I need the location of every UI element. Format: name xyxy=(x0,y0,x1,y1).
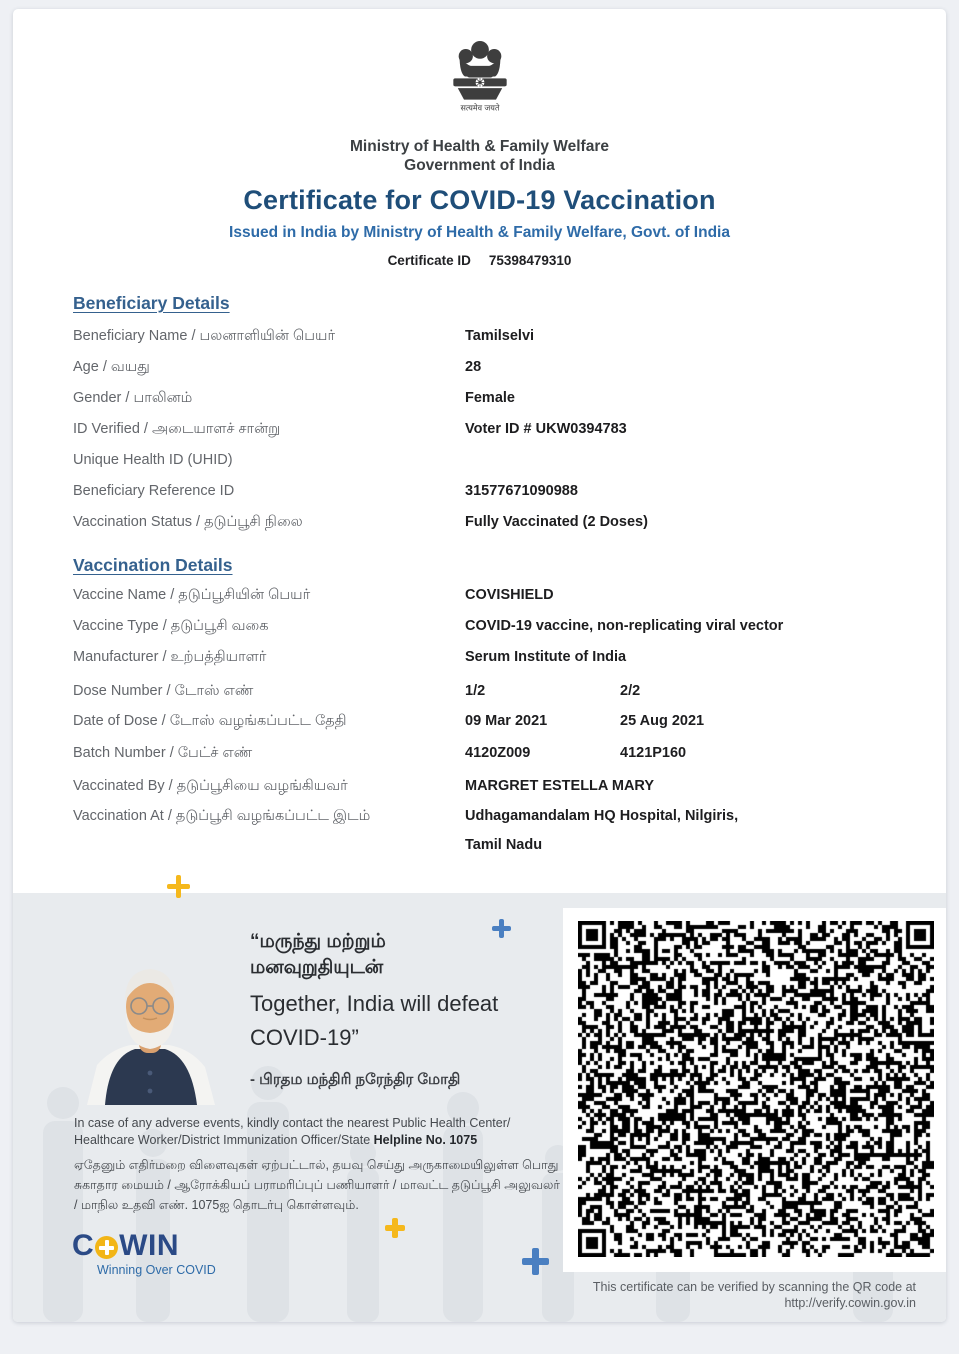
field-value: 28 xyxy=(465,359,482,375)
dose1-value: 09 Mar 2021 xyxy=(465,713,548,729)
field-label: Vaccine Name / தடுப்பூசியின் பெயர் xyxy=(73,587,311,603)
field-value: 31577671090988 xyxy=(465,483,578,499)
helpline-number: Helpline No. 1075 xyxy=(373,1133,478,1147)
dose2-value: 25 Aug 2021 xyxy=(620,713,705,729)
advisory-tamil: ஏதேனும் எதிர்மறை விளைவுகள் ஏற்பட்டால், தயவு செய்து அருகாமையிலுள்ள பொது சுகாதார மையம் / ஆரோக்கியப் பராமரிப்புப் பணியாளர் / மாவட்ட தடுப்பூசி அலுவலர் / மாநில உதவி எண். 1075ஐ தொடர்பு கொள்ளவும். xyxy=(74,1158,560,1212)
field-label: Manufacturer / உற்பத்தியாளர் xyxy=(73,649,267,665)
field-value: COVID-19 vaccine, non-replicating viral vector xyxy=(465,618,784,634)
field-row-vaccination-at-line2 xyxy=(73,837,913,859)
field-row-uhid xyxy=(73,452,913,474)
field-label: Unique Health ID (UHID) xyxy=(73,452,233,468)
cowin-prefix: C xyxy=(72,1229,95,1262)
field-value: Female xyxy=(465,390,515,406)
dose2-value: 2/2 xyxy=(620,683,641,699)
quote-tamil-line2: மனவுறுதியுடன் xyxy=(250,957,384,978)
field-value-line1: Udhagamandalam HQ Hospital, Nilgiris, xyxy=(465,808,739,824)
dose1-value: 1/2 xyxy=(465,683,486,699)
field-label: ID Verified / அடையாளச் சான்று xyxy=(73,421,281,437)
field-value: MARGRET ESTELLA MARY xyxy=(465,778,655,794)
field-row-id-verified xyxy=(73,421,913,443)
field-row-beneficiary-name xyxy=(73,328,913,350)
emblem-caption: सत्यमेव जयते xyxy=(460,103,499,113)
field-value: COVISHIELD xyxy=(465,587,554,603)
cowin-plus-icon xyxy=(95,1236,118,1259)
field-label: Age / வயது xyxy=(73,359,150,375)
plus-decoration-blue-bottom xyxy=(522,1248,549,1275)
verify-note xyxy=(593,1279,916,1311)
cowin-logo xyxy=(72,1229,179,1263)
field-row-batch-number xyxy=(73,745,913,767)
quote-attribution: - பிரதம மந்திரி நரேந்திர மோதி xyxy=(250,1071,461,1088)
quote-tamil-line1: “மருந்து மற்றும் xyxy=(250,931,386,952)
field-row-manufacturer xyxy=(73,649,913,671)
field-label: Batch Number / பேட்ச் எண் xyxy=(73,745,253,761)
dose1-value: 4120Z009 xyxy=(465,745,531,761)
ashoka-emblem-icon xyxy=(440,39,520,139)
certificate-subtitle: Issued in India by Ministry of Health & Family Welfare, Govt. of India xyxy=(229,224,730,241)
field-label: Gender / பாலினம் xyxy=(73,390,193,406)
field-value: Fully Vaccinated (2 Doses) xyxy=(465,514,648,530)
field-label: Beneficiary Reference ID xyxy=(73,483,235,499)
verify-line1: This certificate can be verified by scanning the QR code at xyxy=(592,1280,916,1294)
cowin-tagline: Winning Over COVID xyxy=(97,1263,216,1277)
advisory-english-line1: In case of any adverse events, kindly contact the nearest Public Health Center/ xyxy=(74,1116,511,1130)
certificate-title: Certificate for COVID-19 Vaccination xyxy=(243,185,716,215)
plus-decoration-yellow-bottom xyxy=(385,1218,405,1238)
field-label: Vaccination Status / தடுப்பூசி நிலை xyxy=(73,514,303,530)
ministry-name: Ministry of Health & Family Welfare xyxy=(350,138,609,155)
certificate-id-row xyxy=(13,253,946,268)
national-emblem xyxy=(13,39,946,144)
field-label: Dose Number / டோஸ் எண் xyxy=(73,683,254,699)
certificate-card xyxy=(13,9,946,1322)
field-row-vaccine-type xyxy=(73,618,913,640)
field-row-vaccinated-by xyxy=(73,778,913,800)
quote-english-line2: COVID-19” xyxy=(250,1025,359,1050)
field-label: Date of Dose / டோஸ் வழங்கப்பட்ட தேதி xyxy=(73,713,347,729)
field-row-date-of-dose xyxy=(73,713,913,735)
vaccination-details-heading: Vaccination Details xyxy=(73,555,233,575)
qr-code-box xyxy=(563,908,946,1272)
advisory-english-line2: Healthcare Worker/District Immunization Officer/State xyxy=(74,1133,374,1147)
field-row-dose-number xyxy=(73,683,913,705)
field-row-gender xyxy=(73,390,913,412)
government-name: Government of India xyxy=(404,157,555,174)
dose2-value: 4121P160 xyxy=(620,745,687,761)
field-label: Vaccination At / தடுப்பூசி வழங்கப்பட்ட இடம் xyxy=(73,808,371,824)
footer-panel xyxy=(13,893,946,1322)
cowin-suffix: WIN xyxy=(119,1229,179,1262)
field-label: Vaccine Type / தடுப்பூசி வகை xyxy=(73,618,269,634)
pm-photo xyxy=(79,955,221,1105)
advisory-english xyxy=(74,1115,574,1149)
certificate-id-label: Certificate ID xyxy=(387,253,471,268)
plus-decoration-blue-top xyxy=(492,919,511,938)
pm-quote xyxy=(250,929,498,1090)
qr-code xyxy=(578,921,934,1257)
field-row-vaccine-name xyxy=(73,587,913,609)
field-row-reference-id xyxy=(73,483,913,505)
verify-line2: http://verify.cowin.gov.in xyxy=(784,1296,916,1310)
field-row-vaccination-status xyxy=(73,514,913,536)
certificate-id-value: 75398479310 xyxy=(488,253,572,268)
field-row-age xyxy=(73,359,913,381)
field-value: Voter ID # UKW0394783 xyxy=(465,421,627,437)
beneficiary-details-heading: Beneficiary Details xyxy=(73,293,230,313)
field-row-vaccination-at xyxy=(73,808,913,830)
field-value: Serum Institute of India xyxy=(465,649,627,665)
field-label: Beneficiary Name / பலனாளியின் பெயர் xyxy=(73,328,336,344)
quote-english-line1: Together, India will defeat xyxy=(250,991,499,1016)
field-label: Vaccinated By / தடுப்பூசியை வழங்கியவர் xyxy=(73,778,348,794)
field-value: Tamilselvi xyxy=(465,328,535,344)
field-value-line2: Tamil Nadu xyxy=(465,837,543,853)
plus-decoration-yellow-top xyxy=(167,875,190,898)
